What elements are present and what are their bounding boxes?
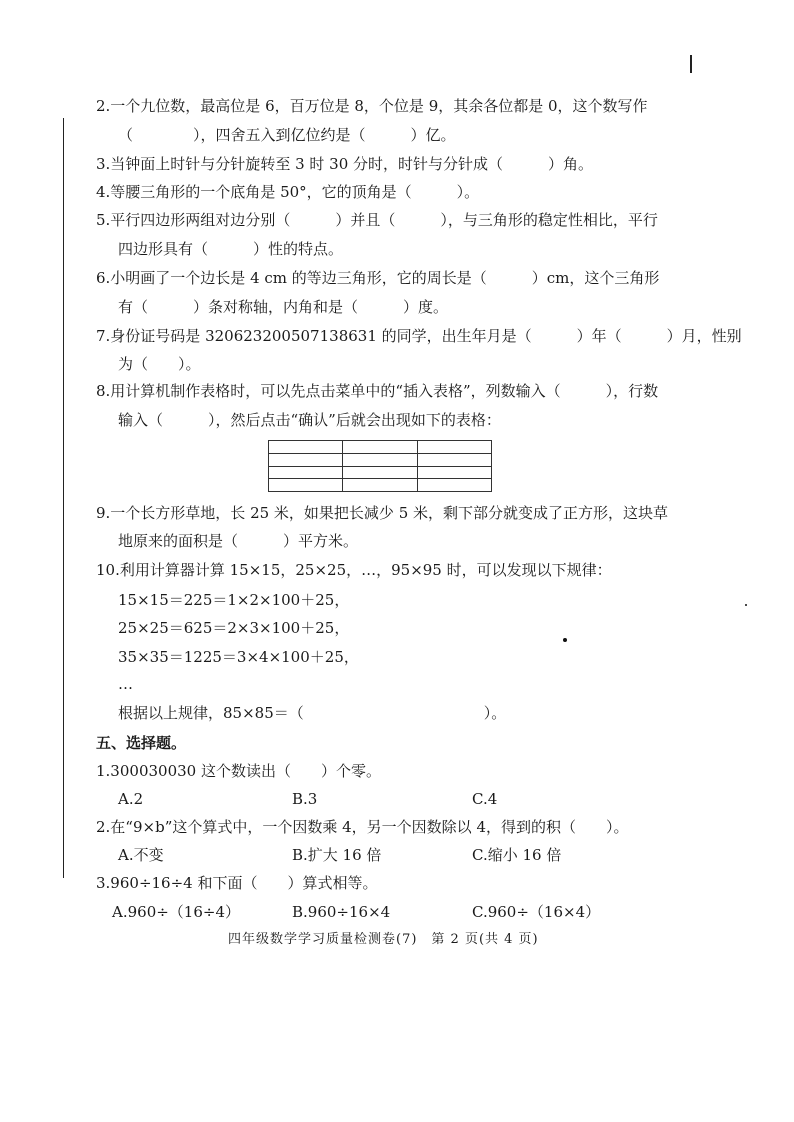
q6-line2: 有（ ）条对称轴，内角和是（ ）度。 — [118, 298, 449, 316]
c3-option-b: B.960÷16×4 — [292, 903, 391, 921]
q9-line2: 地原来的面积是（ ）平方米。 — [118, 532, 359, 550]
c2-option-b: B.扩大 16 倍 — [292, 846, 382, 864]
q7-line2: 为（ ）。 — [118, 355, 201, 373]
q10-conclusion: 根据以上规律，85×85＝（ ）。 — [118, 704, 507, 722]
c2-option-a: A.不变 — [118, 846, 164, 864]
scan-speck — [563, 638, 567, 642]
c3-option-c: C.960÷（16×4） — [472, 903, 601, 921]
q5-line1: 5.平行四边形两组对边分别（ ）并且（ ），与三角形的稳定性相比，平行 — [96, 211, 658, 229]
c2-stem: 2.在“9×b”这个算式中，一个因数乘 4，另一个因数除以 4，得到的积（ ）。 — [96, 818, 629, 836]
c1-stem: 1.300030030 这个数读出（ ）个零。 — [96, 762, 381, 780]
q8-line2: 输入（ ），然后点击“确认”后就会出现如下的表格： — [118, 411, 501, 429]
section5-title: 五、选择题。 — [96, 734, 187, 752]
scan-speck — [745, 604, 747, 606]
binding-line — [63, 118, 64, 878]
q8-line1: 8.用计算机制作表格时，可以先点击菜单中的“插入表格”，列数输入（ ），行数 — [96, 382, 659, 400]
q5-line2: 四边形具有（ ）性的特点。 — [118, 240, 344, 258]
page-edge-mark — [690, 55, 692, 73]
c3-option-a: A.960÷（16÷4） — [112, 903, 240, 921]
q4-line: 4.等腰三角形的一个底角是 50°，它的顶角是（ ）。 — [96, 183, 480, 201]
sample-table — [268, 440, 492, 492]
c2-option-c: C.缩小 16 倍 — [472, 846, 562, 864]
c1-option-c: C.4 — [472, 790, 498, 808]
page-footer: 四年级数学学习质量检测卷(7) 第 2 页(共 4 页) — [228, 932, 539, 947]
c1-option-a: A.2 — [118, 790, 144, 808]
q10-eq2: 25×25＝625＝2×3×100＋25， — [118, 619, 350, 637]
q2-line2: （ ），四舍五入到亿位约是（ ）亿。 — [118, 126, 456, 144]
q10-ellipsis: … — [118, 675, 133, 693]
c1-option-b: B.3 — [292, 790, 318, 808]
table-row — [269, 441, 492, 454]
q10-eq3: 35×35＝1225＝3×4×100＋25， — [118, 648, 359, 666]
q2-line1: 2.一个九位数，最高位是 6，百万位是 8，个位是 9，其余各位都是 0，这个数写作 — [96, 97, 648, 115]
table-row — [269, 466, 492, 479]
q10-eq1: 15×15＝225＝1×2×100＋25， — [118, 591, 350, 609]
q9-line1: 9.一个长方形草地，长 25 米，如果把长减少 5 米，剩下部分就变成了正方形，这块草 — [96, 504, 669, 522]
q10-line1: 10.利用计算器计算 15×15，25×25，…，95×95 时，可以发现以下规律： — [96, 561, 612, 579]
q7-line1: 7.身份证号码是 320623200507138631 的同学，出生年月是（ ）年（ ）月，性别 — [96, 327, 742, 345]
table-row — [269, 479, 492, 492]
q6-line1: 6.小明画了一个边长是 4 cm 的等边三角形，它的周长是（ ）cm，这个三角形 — [96, 269, 660, 287]
c3-stem: 3.960÷16÷4 和下面（ ）算式相等。 — [96, 874, 378, 892]
q3-line: 3.当钟面上时针与分针旋转至 3 时 30 分时，时针与分针成（ ）角。 — [96, 155, 594, 173]
table-row — [269, 453, 492, 466]
